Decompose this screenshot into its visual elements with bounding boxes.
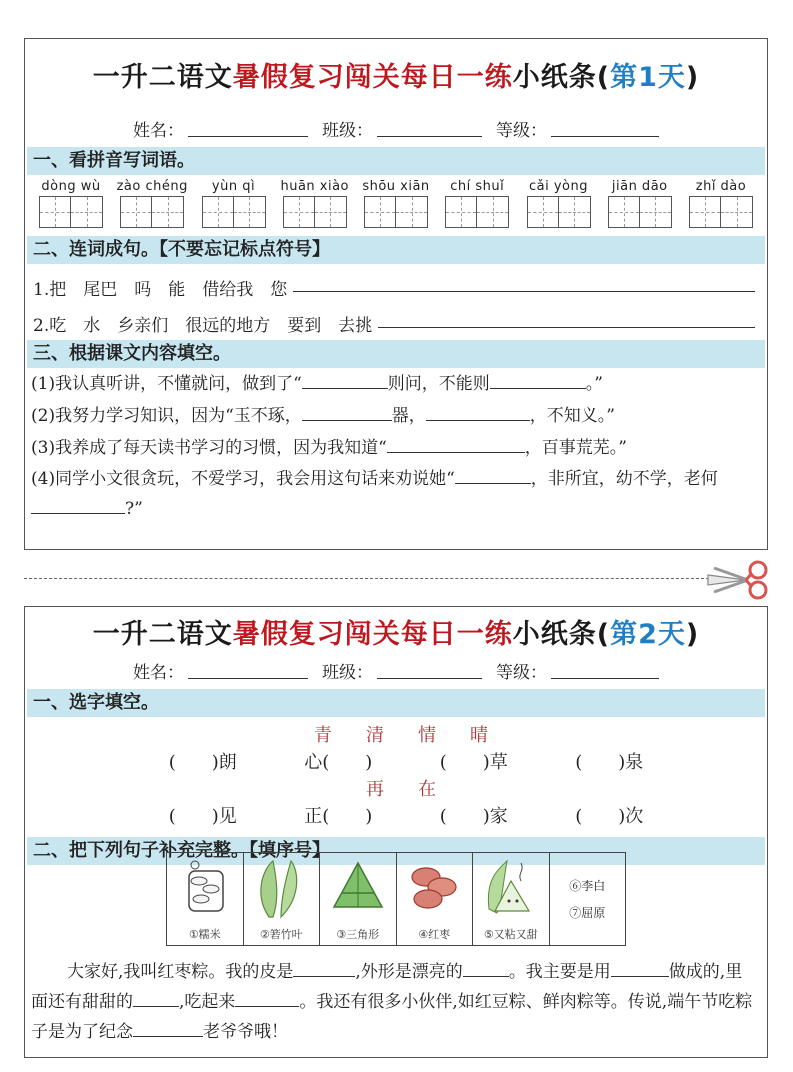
writing-box[interactable] [152, 196, 184, 228]
fill-question: (4)同学小文很贪玩，不爱学习，我会用这句话来劝说她“ ，非所宜，幼不学，老何?” [25, 464, 767, 524]
section-heading: 二、把下列句子补充完整。【填序号】 [27, 837, 765, 865]
fill-blank[interactable]: ( )朗 [168, 752, 237, 773]
writing-box[interactable] [721, 196, 753, 228]
fill-blank[interactable]: 正( ) [304, 806, 373, 827]
fill-row [25, 749, 767, 777]
pinyin-label: chí shuǐ [450, 179, 505, 194]
fill-blank[interactable]: ( )次 [575, 806, 644, 827]
class-label: 班级： [322, 121, 373, 141]
answer-line[interactable] [378, 327, 755, 328]
fill-blank[interactable] [235, 988, 299, 1007]
pinyin-word [523, 179, 595, 228]
writing-box[interactable] [477, 196, 509, 228]
bamboo-leaf-icon [251, 857, 311, 921]
writing-box[interactable] [71, 196, 103, 228]
writing-box[interactable] [234, 196, 266, 228]
fill-blank[interactable] [455, 465, 531, 484]
grade-field[interactable] [551, 135, 659, 137]
answer-line[interactable] [293, 291, 755, 292]
triangle-zongzi-icon [328, 857, 388, 921]
sentence-question: 2.吃 水 乡亲们 很远的地方 要到 去挑 [25, 300, 767, 336]
writing-box[interactable] [283, 196, 315, 228]
writing-box[interactable] [39, 196, 71, 228]
student-info [25, 655, 767, 683]
fill-blank[interactable] [302, 402, 392, 421]
fill-blank[interactable] [463, 958, 509, 977]
fill-blank[interactable]: ( )家 [439, 806, 508, 827]
option-dates: ④红枣 [397, 853, 474, 945]
option-rice: ①糯米 [167, 853, 244, 945]
option-leaf: ②箬竹叶 [244, 853, 321, 945]
writing-box[interactable] [527, 196, 559, 228]
fill-question: (3)我养成了每天读书学习的习惯，因为我知道“ ，百事荒芜。” [25, 432, 767, 464]
worksheet-day1 [24, 38, 768, 550]
section-heading: 一、选字填空。 [27, 689, 765, 717]
class-label: 班级： [322, 663, 373, 683]
zongzi-character-icon [481, 857, 541, 921]
scissors-icon [706, 558, 770, 602]
grade-label: 等级： [496, 121, 547, 141]
writing-box[interactable] [608, 196, 640, 228]
char-choices: 青 清 情 晴 [314, 725, 488, 746]
writing-box[interactable] [640, 196, 672, 228]
writing-box[interactable] [120, 196, 152, 228]
passage: 大家好,我叫红枣粽。我的皮是 ,外形是漂亮的 。我主要是用 做成的,里面还有甜甜的 ,吃起来 。我还有很多小伙伴,如红豆粽、鲜肉粽等。传说,端午节吃粽子是为了纪念 老爷爷哦！ [31, 957, 759, 1047]
fill-blank[interactable] [387, 434, 525, 453]
class-field[interactable] [377, 135, 482, 137]
pinyin-words [25, 175, 767, 228]
sentence-question: 1.把 尾巴 吗 能 借给我 您 [25, 264, 767, 300]
writing-box[interactable] [689, 196, 721, 228]
writing-box[interactable] [364, 196, 396, 228]
pinyin-word [360, 179, 432, 228]
option-sweet: ⑤又粘又甜 [473, 853, 550, 945]
char-choices: 再 在 [366, 779, 436, 800]
fill-blank[interactable]: ( )泉 [575, 752, 644, 773]
pinyin-label: huān xiào [280, 179, 350, 194]
pinyin-label: shōu xiān [362, 179, 430, 194]
writing-box[interactable] [445, 196, 477, 228]
fill-question: (2)我努力学习知识，因为“玉不琢， 器， ，不知义。” [25, 400, 767, 432]
writing-box[interactable] [315, 196, 347, 228]
grade-label: 等级： [496, 663, 547, 683]
pinyin-word [441, 179, 513, 228]
section-heading: 三、根据课文内容填空。 [27, 340, 765, 368]
pinyin-label: cǎi yòng [529, 179, 588, 194]
class-field[interactable] [377, 677, 482, 679]
pinyin-label: yùn qì [211, 179, 256, 194]
fill-row [25, 803, 767, 831]
pinyin-label: zào chéng [116, 179, 188, 194]
pinyin-label: dòng wù [41, 179, 101, 194]
pinyin-word [198, 179, 270, 228]
fill-blank[interactable] [31, 495, 125, 514]
fill-blank[interactable]: ( )见 [168, 806, 237, 827]
grade-field[interactable] [551, 677, 659, 679]
option-triangle: ③三角形 [320, 853, 397, 945]
name-field[interactable] [188, 135, 308, 137]
section-heading: 二、连词成句。【不要忘记标点符号】 [27, 236, 765, 264]
cut-line [24, 578, 714, 579]
pinyin-label: zhǐ dào [695, 179, 747, 194]
fill-blank[interactable] [293, 958, 355, 977]
fill-blank[interactable] [133, 988, 179, 1007]
sticky-rice-icon [175, 857, 235, 921]
fill-blank[interactable]: 心( ) [304, 752, 373, 773]
pinyin-word [685, 179, 757, 228]
fill-question: (1)我认真听讲，不懂就问，做到了“ 则问，不能则 。” [25, 368, 767, 400]
page-title: 一升二语文暑假复习闯关每日一练小纸条(第2天) [92, 619, 700, 650]
pinyin-word [116, 179, 188, 228]
pinyin-word [279, 179, 351, 228]
worksheet-day2 [24, 606, 768, 1058]
page-title: 一升二语文暑假复习闯关每日一练小纸条(第1天) [92, 62, 700, 93]
option-names: ⑥李白 ⑦屈原 [569, 879, 606, 920]
fill-blank[interactable] [302, 370, 388, 389]
pinyin-word [604, 179, 676, 228]
name-label: 姓名： [133, 663, 184, 683]
student-info [25, 111, 767, 141]
picture-options [166, 852, 626, 946]
fill-blank[interactable]: ( )草 [439, 752, 508, 773]
name-label: 姓名： [133, 121, 184, 141]
section-heading: 一、看拼音写词语。 [27, 147, 765, 175]
pinyin-word [35, 179, 107, 228]
fill-blank[interactable] [490, 370, 586, 389]
pinyin-label: jiān dāo [611, 179, 668, 194]
writing-box[interactable] [559, 196, 591, 228]
writing-box[interactable] [202, 196, 234, 228]
fill-blank[interactable] [426, 402, 530, 421]
name-field[interactable] [188, 677, 308, 679]
red-dates-icon [404, 857, 464, 921]
writing-box[interactable] [396, 196, 428, 228]
fill-blank[interactable] [611, 958, 669, 977]
fill-blank[interactable] [133, 1018, 203, 1037]
